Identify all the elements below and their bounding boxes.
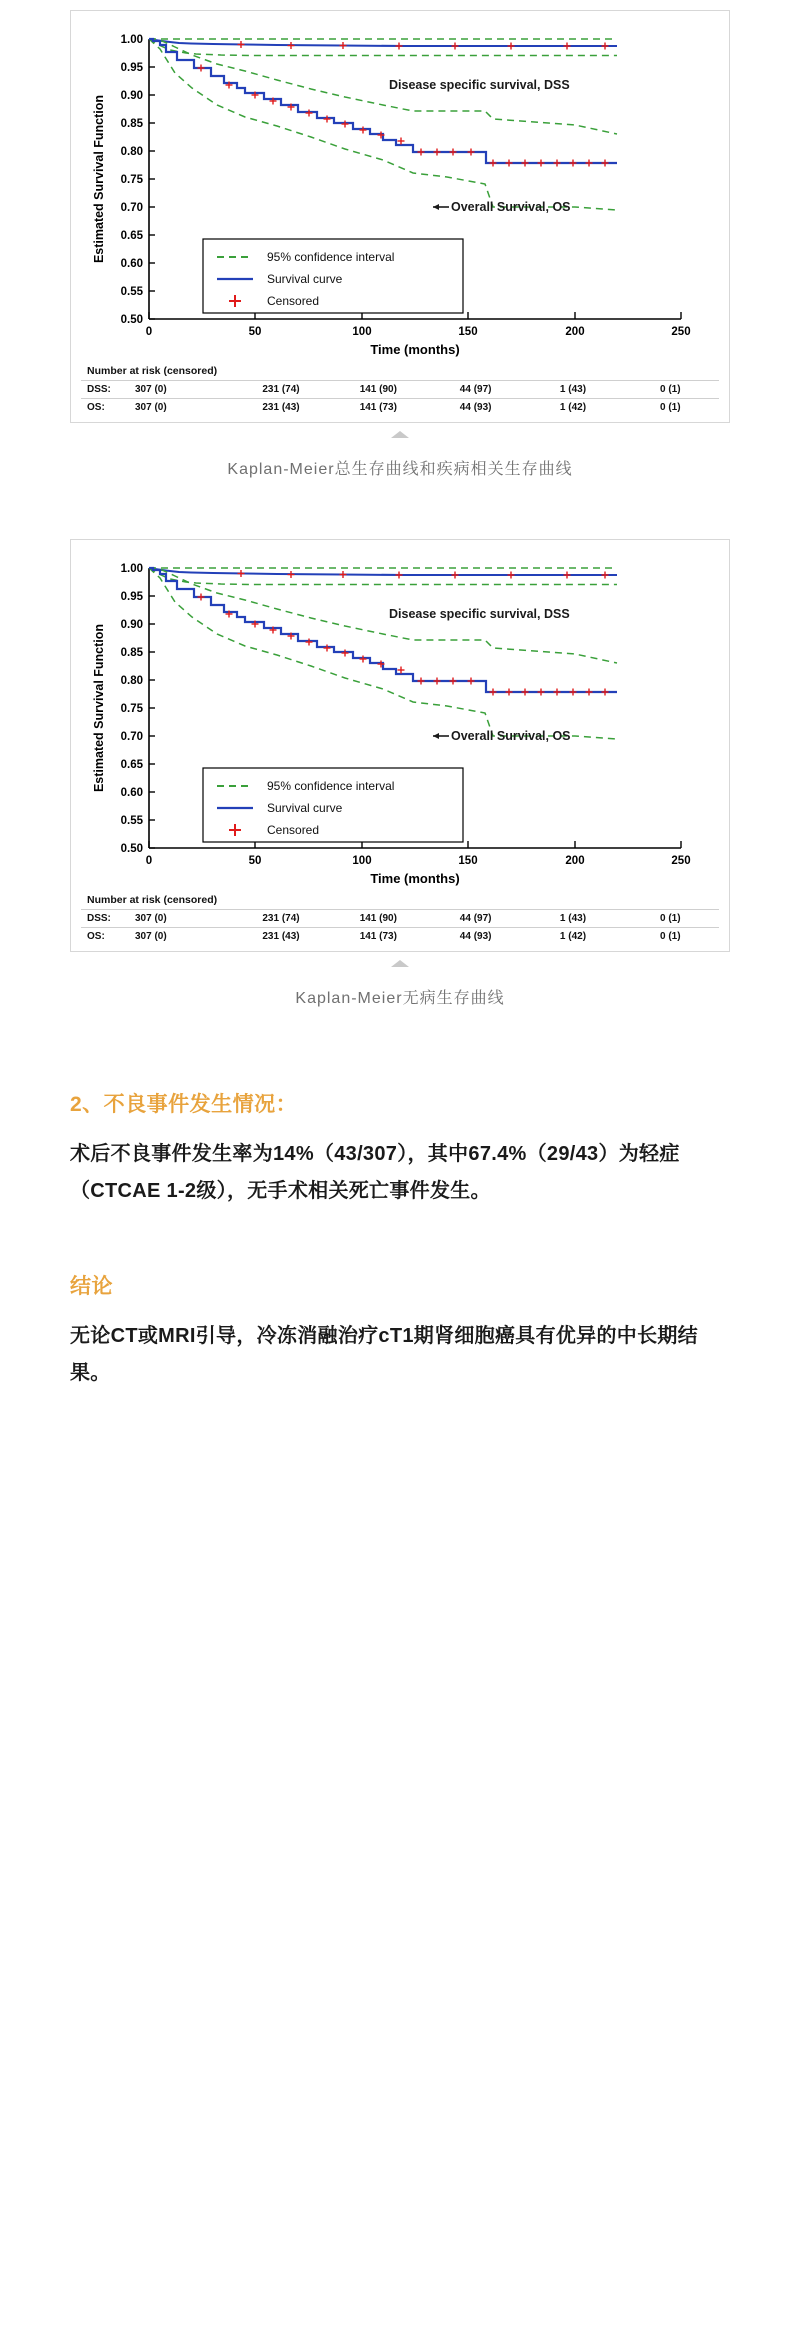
risk-table-1	[81, 361, 719, 416]
figure-frame-2	[70, 539, 730, 952]
dss-lower-ci	[149, 568, 617, 585]
risk-cell: 44 (93)	[459, 402, 492, 413]
risk-cell: 141 (90)	[359, 384, 397, 395]
risk-cell: 231 (74)	[262, 913, 300, 924]
svg-text:0.65: 0.65	[120, 759, 143, 771]
svg-text:0.65: 0.65	[120, 230, 143, 242]
risk-cell: 0 (1)	[660, 384, 681, 395]
legend-label-censored: Censored	[267, 294, 320, 308]
y-tick-labels	[121, 563, 144, 855]
svg-text:0.90: 0.90	[120, 90, 143, 102]
y-axis-label: Estimated Survival Function	[92, 94, 106, 264]
risk-cell: 0 (1)	[660, 402, 681, 413]
y-axis	[149, 568, 155, 848]
risk-cell: 307 (0)	[135, 913, 167, 924]
kaplan-meier-chart-1	[81, 21, 719, 361]
y-tick-labels	[121, 34, 144, 326]
risk-cell: 141 (73)	[359, 931, 397, 942]
risk-cell: 307 (0)	[135, 931, 167, 942]
svg-text:100: 100	[352, 855, 372, 867]
svg-text:0.55: 0.55	[120, 815, 143, 827]
legend-label-curve: Survival curve	[267, 272, 343, 286]
chart-legend-2	[203, 768, 463, 842]
figure-frame-1	[70, 10, 730, 423]
chart-svg-1	[81, 21, 719, 361]
dss-lower-ci	[149, 39, 617, 56]
caption-marker-icon	[391, 960, 409, 967]
risk-cell: 1 (42)	[559, 402, 587, 413]
table-row	[81, 909, 719, 927]
svg-text:0.95: 0.95	[120, 62, 143, 74]
legend-label-ci: 95% confidence interval	[267, 779, 395, 793]
risk-cell: 44 (97)	[459, 384, 492, 395]
risk-table-2	[81, 890, 719, 945]
figure-caption-2: Kaplan-Meier无病生存曲线	[295, 990, 505, 1007]
svg-text:0.85: 0.85	[120, 647, 143, 659]
svg-text:0.75: 0.75	[120, 174, 143, 186]
svg-text:0.80: 0.80	[120, 675, 143, 687]
svg-text:0.70: 0.70	[120, 202, 143, 214]
os-survival-curve	[149, 39, 617, 163]
risk-cell: 44 (97)	[459, 913, 492, 924]
chart-legend-1	[203, 239, 463, 313]
svg-text:0.95: 0.95	[120, 591, 143, 603]
figure-caption-1: Kaplan-Meier总生存曲线和疾病相关生存曲线	[227, 461, 573, 478]
risk-cell: 307 (0)	[135, 384, 167, 395]
svg-text:0.75: 0.75	[120, 703, 143, 715]
risk-cell: 307 (0)	[135, 402, 167, 413]
annotation-dss: Disease specific survival, DSS	[389, 607, 570, 621]
risk-cell: 231 (74)	[262, 384, 300, 395]
svg-text:200: 200	[565, 326, 585, 338]
risk-table-title: Number at risk (censored)	[87, 365, 218, 377]
svg-text:150: 150	[458, 326, 478, 338]
risk-row-label: OS:	[87, 402, 105, 413]
svg-text:0.80: 0.80	[120, 146, 143, 158]
table-row	[81, 398, 719, 416]
kaplan-meier-chart-2	[81, 550, 719, 890]
dss-survival-curve	[149, 39, 617, 46]
section-heading: 结论	[70, 1275, 113, 1298]
svg-text:0.60: 0.60	[120, 258, 143, 270]
svg-text:100: 100	[352, 326, 372, 338]
svg-text:0.50: 0.50	[120, 314, 143, 326]
x-tick-labels	[146, 855, 691, 867]
legend-label-curve: Survival curve	[267, 801, 343, 815]
risk-cell: 44 (93)	[459, 931, 492, 942]
svg-text:0: 0	[145, 855, 153, 867]
annotation-os: Overall Survival, OS	[451, 729, 571, 743]
risk-row-label: OS:	[87, 931, 105, 942]
svg-text:150: 150	[458, 855, 478, 867]
caption-marker-icon	[391, 431, 409, 438]
svg-text:1.00: 1.00	[120, 563, 143, 575]
risk-cell: 231 (43)	[262, 931, 300, 942]
x-tick-labels	[146, 326, 691, 338]
risk-cell: 0 (1)	[660, 931, 681, 942]
legend-label-ci: 95% confidence interval	[267, 250, 395, 264]
svg-text:0.60: 0.60	[120, 787, 143, 799]
y-axis-label: Estimated Survival Function	[92, 623, 106, 793]
risk-cell: 141 (73)	[359, 402, 397, 413]
svg-text:0: 0	[145, 326, 153, 338]
risk-cell: 1 (43)	[559, 384, 587, 395]
annotation-os: Overall Survival, OS	[451, 200, 571, 214]
risk-row-label: DSS:	[87, 384, 111, 395]
risk-cell: 231 (43)	[262, 402, 300, 413]
x-axis-label: Time (months)	[370, 871, 460, 886]
risk-cell: 1 (42)	[559, 931, 587, 942]
os-survival-curve	[149, 568, 617, 692]
legend-label-censored: Censored	[267, 823, 320, 837]
svg-text:50: 50	[248, 326, 262, 338]
risk-row-label: DSS:	[87, 913, 111, 924]
figure-block-1	[70, 10, 730, 479]
figure-block-2	[70, 539, 730, 1008]
section-conclusion	[70, 1270, 730, 1392]
svg-text:0.85: 0.85	[120, 118, 143, 130]
chart-svg-2	[81, 550, 719, 890]
svg-text:250: 250	[671, 326, 691, 338]
section-adverse-events	[70, 1088, 730, 1210]
svg-text:200: 200	[565, 855, 585, 867]
risk-cell: 1 (43)	[559, 913, 587, 924]
section-heading: 2、不良事件发生情况：	[70, 1093, 298, 1116]
svg-text:0.55: 0.55	[120, 286, 143, 298]
table-row	[81, 927, 719, 945]
y-axis	[149, 39, 155, 319]
x-axis-label: Time (months)	[370, 342, 460, 357]
risk-cell: 0 (1)	[660, 913, 681, 924]
table-row	[81, 380, 719, 398]
dss-survival-curve	[149, 568, 617, 575]
risk-table-title: Number at risk (censored)	[87, 894, 218, 906]
svg-text:0.50: 0.50	[120, 843, 143, 855]
svg-text:50: 50	[248, 855, 262, 867]
annotation-dss: Disease specific survival, DSS	[389, 78, 570, 92]
svg-text:0.70: 0.70	[120, 731, 143, 743]
section-body: 术后不良事件发生率为14%（43/307），其中67.4%（29/43）为轻症（CTCAE 1-2级），无手术相关死亡事件发生。	[70, 1143, 680, 1202]
svg-text:1.00: 1.00	[120, 34, 143, 46]
svg-text:250: 250	[671, 855, 691, 867]
svg-text:0.90: 0.90	[120, 619, 143, 631]
section-body: 无论CT或MRI引导，冷冻消融治疗cT1期肾细胞癌具有优异的中长期结果。	[70, 1325, 698, 1384]
risk-cell: 141 (90)	[359, 913, 397, 924]
